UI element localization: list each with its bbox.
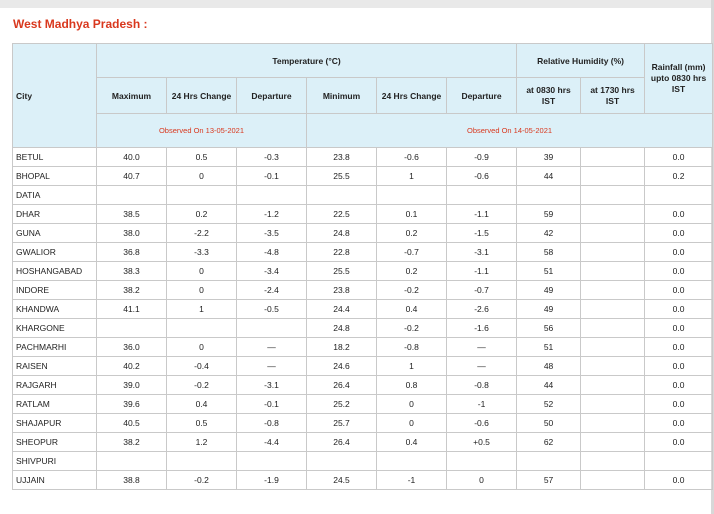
cell-max-departure: -3.5 [237,224,307,243]
cell-min-departure: -0.6 [447,414,517,433]
cell-minimum: 24.6 [307,357,377,376]
cell-max-departure: -4.4 [237,433,307,452]
table-row [13,338,713,357]
cell-min-departure: -2.6 [447,300,517,319]
cell-city: SHEOPUR [13,433,97,452]
cell-max-change [167,186,237,205]
cell-max-change: 0 [167,262,237,281]
cell-city: DATIA [13,186,97,205]
cell-max-departure: — [237,357,307,376]
cell-min-departure: -3.1 [447,243,517,262]
cell-minimum: 24.5 [307,471,377,490]
cell-rh-1730 [581,205,645,224]
cell-rainfall: 0.0 [645,395,713,414]
cell-max-departure: -3.4 [237,262,307,281]
cell-max-departure [237,319,307,338]
table-row [13,395,713,414]
cell-rh-1730 [581,224,645,243]
cell-minimum: 24.8 [307,224,377,243]
cell-minimum: 22.5 [307,205,377,224]
cell-minimum: 24.4 [307,300,377,319]
cell-maximum: 39.6 [97,395,167,414]
cell-rh-0830: 42 [517,224,581,243]
cell-maximum: 41.1 [97,300,167,319]
table-row [13,148,713,167]
cell-maximum: 38.8 [97,471,167,490]
cell-minimum [307,452,377,471]
cell-min-change: -0.6 [377,148,447,167]
cell-rh-1730 [581,376,645,395]
header-temperature: Temperature (°C) [97,44,517,78]
cell-rh-1730 [581,148,645,167]
cell-rh-0830: 57 [517,471,581,490]
cell-minimum: 22.8 [307,243,377,262]
cell-max-departure: -4.8 [237,243,307,262]
cell-rh-1730 [581,357,645,376]
cell-min-change [377,186,447,205]
table-row [13,433,713,452]
cell-rh-0830: 50 [517,414,581,433]
cell-max-departure [237,186,307,205]
cell-max-change: 1.2 [167,433,237,452]
cell-rh-0830: 58 [517,243,581,262]
cell-maximum: 36.8 [97,243,167,262]
cell-max-change: -0.2 [167,471,237,490]
cell-min-departure: -0.9 [447,148,517,167]
cell-min-change [377,452,447,471]
cell-min-change: -0.7 [377,243,447,262]
cell-max-change: -0.4 [167,357,237,376]
cell-rh-1730 [581,319,645,338]
table-row [13,281,713,300]
cell-max-change: 0.4 [167,395,237,414]
cell-maximum [97,186,167,205]
cell-rainfall: 0.0 [645,262,713,281]
cell-rh-1730 [581,414,645,433]
table-row [13,471,713,490]
cell-rainfall: 0.0 [645,319,713,338]
cell-maximum: 39.0 [97,376,167,395]
cell-max-change: 0 [167,167,237,186]
cell-rainfall: 0.0 [645,433,713,452]
table-row [13,452,713,471]
cell-rh-0830: 59 [517,205,581,224]
cell-max-change: 1 [167,300,237,319]
cell-rainfall [645,186,713,205]
cell-maximum [97,452,167,471]
cell-rh-0830 [517,452,581,471]
cell-min-change: -0.2 [377,281,447,300]
cell-city: GUNA [13,224,97,243]
cell-rh-1730 [581,300,645,319]
cell-city: RAJGARH [13,376,97,395]
cell-min-change: -0.2 [377,319,447,338]
cell-city: KHANDWA [13,300,97,319]
table-row [13,243,713,262]
cell-max-departure: -2.4 [237,281,307,300]
table-row [13,376,713,395]
cell-min-change: 1 [377,167,447,186]
cell-max-change: 0 [167,281,237,300]
table-row [13,167,713,186]
header-rainfall: Rainfall (mm) upto 0830 hrs IST [645,44,713,114]
cell-min-departure: -0.7 [447,281,517,300]
header-maximum: Maximum [97,78,167,114]
cell-maximum: 38.3 [97,262,167,281]
cell-maximum: 40.7 [97,167,167,186]
cell-max-change [167,319,237,338]
cell-max-change: 0.5 [167,414,237,433]
cell-rh-1730 [581,167,645,186]
cell-minimum: 26.4 [307,433,377,452]
cell-rh-0830: 51 [517,262,581,281]
cell-max-departure: -0.8 [237,414,307,433]
header-min-departure: Departure [447,78,517,114]
cell-rh-1730 [581,471,645,490]
cell-minimum: 26.4 [307,376,377,395]
table-body [13,148,713,490]
cell-rainfall: 0.0 [645,300,713,319]
cell-min-departure: -1 [447,395,517,414]
cell-rh-0830: 62 [517,433,581,452]
weather-table [12,43,713,490]
cell-max-departure: — [237,338,307,357]
header-max-change: 24 Hrs Change [167,78,237,114]
cell-min-departure: -0.8 [447,376,517,395]
cell-max-departure: -0.1 [237,167,307,186]
cell-rh-1730 [581,186,645,205]
cell-rainfall: 0.0 [645,338,713,357]
cell-max-departure [237,452,307,471]
cell-max-departure: -0.1 [237,395,307,414]
cell-maximum: 40.5 [97,414,167,433]
observed-date-max: Observed On 13-05-2021 [97,114,307,148]
cell-min-departure: -1.6 [447,319,517,338]
cell-city: RAISEN [13,357,97,376]
cell-min-change: -1 [377,471,447,490]
cell-rh-1730 [581,243,645,262]
cell-min-departure: -1.5 [447,224,517,243]
observed-date-min: Observed On 14-05-2021 [307,114,713,148]
table-row [13,205,713,224]
cell-rainfall: 0.0 [645,414,713,433]
cell-minimum: 18.2 [307,338,377,357]
cell-min-change: -0.8 [377,338,447,357]
cell-rh-0830: 49 [517,300,581,319]
cell-minimum: 23.8 [307,148,377,167]
table-row [13,414,713,433]
cell-minimum [307,186,377,205]
cell-max-change: -3.3 [167,243,237,262]
cell-city: PACHMARHI [13,338,97,357]
cell-max-departure: -3.1 [237,376,307,395]
cell-minimum: 25.5 [307,167,377,186]
header-minimum: Minimum [307,78,377,114]
header-max-departure: Departure [237,78,307,114]
table-row [13,319,713,338]
cell-min-departure [447,186,517,205]
cell-rh-1730 [581,281,645,300]
cell-rh-0830: 48 [517,357,581,376]
cell-city: RATLAM [13,395,97,414]
cell-city: KHARGONE [13,319,97,338]
cell-max-change: 0.2 [167,205,237,224]
cell-city: BETUL [13,148,97,167]
cell-max-departure: -0.5 [237,300,307,319]
cell-min-change: 0.2 [377,224,447,243]
cell-city: INDORE [13,281,97,300]
cell-max-departure: -0.3 [237,148,307,167]
cell-max-change [167,452,237,471]
cell-max-change: 0 [167,338,237,357]
header-city: City [13,44,97,148]
cell-maximum: 38.2 [97,281,167,300]
cell-minimum: 25.7 [307,414,377,433]
table-row [13,186,713,205]
cell-maximum: 38.2 [97,433,167,452]
cell-maximum: 38.5 [97,205,167,224]
cell-rh-1730 [581,452,645,471]
cell-city: UJJAIN [13,471,97,490]
cell-rh-1730 [581,262,645,281]
cell-city: SHIVPURI [13,452,97,471]
cell-rh-0830: 49 [517,281,581,300]
cell-maximum: 40.0 [97,148,167,167]
cell-min-departure: 0 [447,471,517,490]
header-humidity: Relative Humidity (%) [517,44,645,78]
cell-rh-0830 [517,186,581,205]
window-top-edge [0,0,714,8]
cell-max-departure: -1.9 [237,471,307,490]
cell-min-departure: +0.5 [447,433,517,452]
header-min-change: 24 Hrs Change [377,78,447,114]
cell-rainfall: 0.0 [645,205,713,224]
cell-min-change: 0 [377,395,447,414]
cell-rh-0830: 52 [517,395,581,414]
cell-city: SHAJAPUR [13,414,97,433]
cell-rainfall [645,452,713,471]
cell-rainfall: 0.0 [645,471,713,490]
cell-rainfall: 0.0 [645,357,713,376]
cell-city: GWALIOR [13,243,97,262]
table-row [13,357,713,376]
cell-min-change: 0.4 [377,300,447,319]
cell-max-change: -2.2 [167,224,237,243]
cell-max-change: -0.2 [167,376,237,395]
cell-min-departure: -1.1 [447,262,517,281]
cell-rh-0830: 44 [517,376,581,395]
cell-min-change: 0.1 [377,205,447,224]
cell-min-departure: — [447,338,517,357]
cell-city: BHOPAL [13,167,97,186]
cell-rainfall: 0.0 [645,376,713,395]
cell-maximum: 36.0 [97,338,167,357]
cell-min-change: 0.8 [377,376,447,395]
table-row [13,300,713,319]
cell-city: DHAR [13,205,97,224]
cell-rh-0830: 39 [517,148,581,167]
region-title: West Madhya Pradesh : [13,17,148,31]
cell-min-departure: — [447,357,517,376]
cell-max-change: 0.5 [167,148,237,167]
cell-rainfall: 0.0 [645,148,713,167]
cell-rainfall: 0.0 [645,281,713,300]
cell-min-change: 0.2 [377,262,447,281]
cell-rainfall: 0.0 [645,243,713,262]
cell-min-departure [447,452,517,471]
cell-rh-1730 [581,395,645,414]
cell-minimum: 25.5 [307,262,377,281]
cell-min-change: 0.4 [377,433,447,452]
cell-min-change: 1 [377,357,447,376]
cell-maximum [97,319,167,338]
table-row [13,262,713,281]
cell-min-change: 0 [377,414,447,433]
cell-min-departure: -1.1 [447,205,517,224]
header-rh-0830: at 0830 hrs IST [517,78,581,114]
cell-rh-0830: 51 [517,338,581,357]
cell-city: HOSHANGABAD [13,262,97,281]
cell-minimum: 23.8 [307,281,377,300]
cell-rainfall: 0.2 [645,167,713,186]
cell-min-departure: -0.6 [447,167,517,186]
table-row [13,224,713,243]
cell-maximum: 40.2 [97,357,167,376]
cell-rh-1730 [581,433,645,452]
header-rh-1730: at 1730 hrs IST [581,78,645,114]
cell-maximum: 38.0 [97,224,167,243]
cell-minimum: 25.2 [307,395,377,414]
cell-rainfall: 0.0 [645,224,713,243]
cell-rh-0830: 44 [517,167,581,186]
cell-rh-0830: 56 [517,319,581,338]
cell-rh-1730 [581,338,645,357]
cell-minimum: 24.8 [307,319,377,338]
cell-max-departure: -1.2 [237,205,307,224]
